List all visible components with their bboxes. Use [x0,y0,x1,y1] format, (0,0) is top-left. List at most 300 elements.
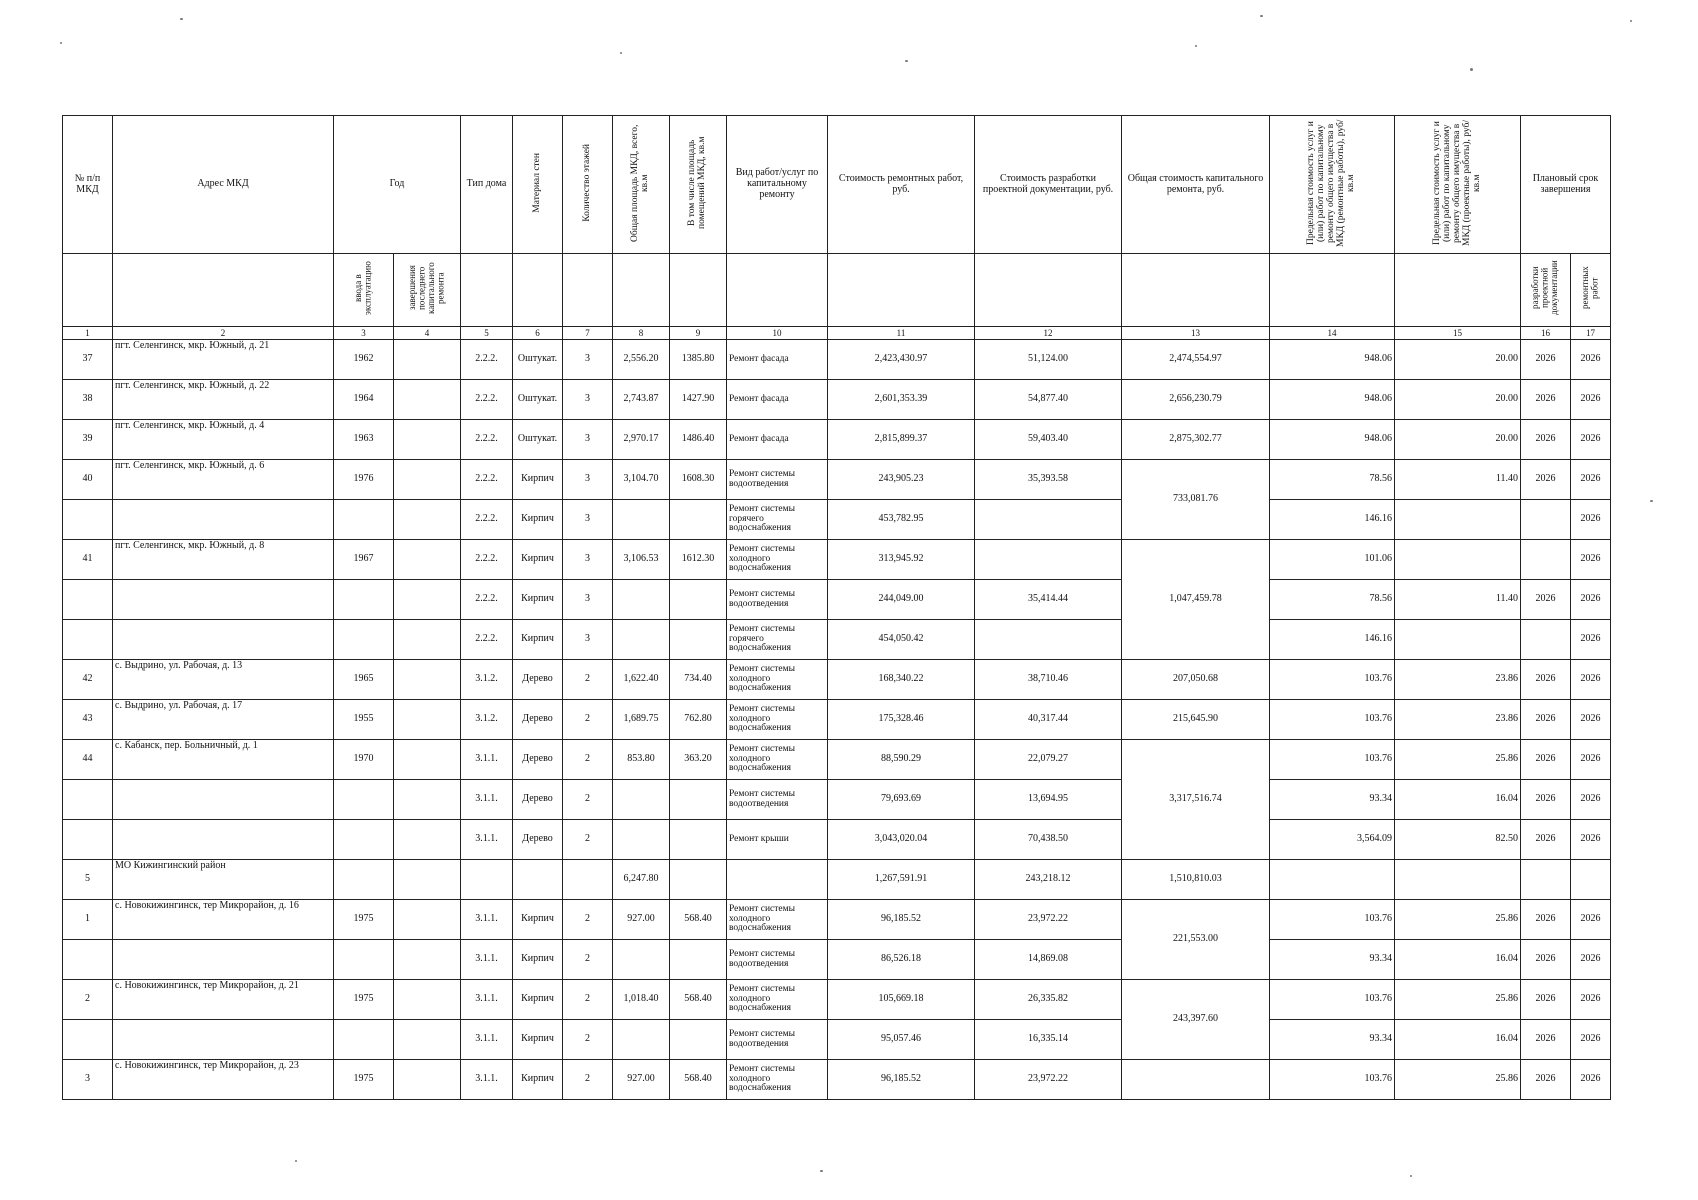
row-limit-repair: 3,564.09 [1270,820,1395,860]
row-limit-repair: 93.34 [1270,780,1395,820]
row-design-cost: 243,218.12 [975,860,1122,900]
row-floors: 3 [563,420,613,460]
row-year-last-repair [394,660,461,700]
row-deadline-design [1521,540,1571,580]
row-total-area: 2,743.87 [613,380,670,420]
row-floors: 2 [563,740,613,780]
row-year-commissioning: 1964 [334,380,394,420]
table-row [63,940,1611,980]
row-work-type: Ремонт фасада [727,420,828,460]
row-work-type: Ремонт системы горячего водоснабжения [727,620,828,660]
row-year-commissioning: 1965 [334,660,394,700]
row-work-type [727,860,828,900]
col-number: 13 [1122,327,1270,340]
row-deadline-repair: 2026 [1571,460,1611,500]
row-deadline-repair: 2026 [1571,900,1611,940]
header-floors [563,116,613,254]
row-wall-material: Дерево [513,660,563,700]
row-limit-design: 25.86 [1395,740,1521,780]
col-number: 2 [113,327,334,340]
row-floors: 3 [563,500,613,540]
row-design-cost: 70,438.50 [975,820,1122,860]
row-deadline-design [1521,860,1571,900]
row-limit-design [1395,540,1521,580]
row-year-last-repair [394,1020,461,1060]
row-limit-repair: 948.06 [1270,420,1395,460]
row-house-type [461,860,513,900]
row-limit-design [1395,500,1521,540]
row-design-cost: 35,414.44 [975,580,1122,620]
row-design-cost: 23,972.22 [975,1060,1122,1100]
header-year: Год [334,116,461,254]
row-total-cost: 733,081.76 [1122,460,1270,540]
row-repair-cost: 243,905.23 [828,460,975,500]
col-number: 15 [1395,327,1521,340]
row-year-commissioning: 1963 [334,420,394,460]
row-year-last-repair [394,820,461,860]
row-limit-repair: 948.06 [1270,380,1395,420]
row-total-area: 3,106.53 [613,540,670,580]
row-house-type: 3.1.2. [461,660,513,700]
row-year-commissioning [334,820,394,860]
row-deadline-design: 2026 [1521,460,1571,500]
subheader-empty [975,254,1122,327]
row-deadline-design: 2026 [1521,980,1571,1020]
row-num: 38 [63,380,113,420]
row-deadline-design: 2026 [1521,660,1571,700]
row-deadline-design: 2026 [1521,700,1571,740]
row-address: пгт. Селенгинск, мкр. Южный, д. 8 [113,540,334,580]
row-wall-material: Кирпич [513,500,563,540]
row-repair-cost: 86,526.18 [828,940,975,980]
row-premises-area: 1612.30 [670,540,727,580]
row-deadline-design: 2026 [1521,820,1571,860]
row-work-type: Ремонт системы водоотведения [727,580,828,620]
row-work-type: Ремонт системы водоотведения [727,940,828,980]
row-year-last-repair [394,540,461,580]
row-year-last-repair [394,980,461,1020]
row-deadline-repair: 2026 [1571,620,1611,660]
header-total-area-text: Общая площадь МКД, всего, кв.м [630,123,650,242]
row-year-commissioning [334,1020,394,1060]
row-work-type: Ремонт системы холодного водоснабжения [727,1060,828,1100]
row-premises-area: 1385.80 [670,340,727,380]
row-house-type: 3.1.1. [461,940,513,980]
row-year-commissioning [334,500,394,540]
row-premises-area: 762.80 [670,700,727,740]
row-house-type: 3.1.1. [461,1060,513,1100]
row-year-commissioning [334,580,394,620]
subheader-year-last-repair-text: завершения последнего капитального ремонта [407,262,446,314]
row-deadline-repair: 2026 [1571,820,1611,860]
row-wall-material: Оштукат. [513,420,563,460]
row-address: с. Выдрино, ул. Рабочая, д. 13 [113,660,334,700]
row-limit-design: 25.86 [1395,900,1521,940]
subheader-empty [513,254,563,327]
row-wall-material: Дерево [513,700,563,740]
row-design-cost: 26,335.82 [975,980,1122,1020]
header-address: Адрес МКД [113,116,334,254]
header-planned-deadline: Плановый срок завершения [1521,116,1611,254]
row-total-cost: 3,317,516.74 [1122,740,1270,860]
row-num [63,620,113,660]
row-limit-design: 23.86 [1395,660,1521,700]
row-total-area: 6,247.80 [613,860,670,900]
row-premises-area [670,820,727,860]
row-year-last-repair [394,460,461,500]
row-limit-repair: 103.76 [1270,980,1395,1020]
col-number: 12 [975,327,1122,340]
row-house-type: 3.1.1. [461,740,513,780]
row-total-cost: 1,510,810.03 [1122,860,1270,900]
header-house-type: Тип дома [461,116,513,254]
row-year-commissioning [334,780,394,820]
row-total-cost: 2,875,302.77 [1122,420,1270,460]
row-design-cost: 13,694.95 [975,780,1122,820]
row-total-area [613,820,670,860]
row-house-type: 3.1.1. [461,900,513,940]
subheader-empty [563,254,613,327]
row-repair-cost: 244,049.00 [828,580,975,620]
row-total-area [613,1020,670,1060]
table-row [63,740,1611,780]
header-design-cost: Стоимость разработки проектной документации, руб. [975,116,1122,254]
row-deadline-design: 2026 [1521,740,1571,780]
row-num [63,500,113,540]
header-total-cost: Общая стоимость капитального ремонта, руб. [1122,116,1270,254]
col-number: 11 [828,327,975,340]
row-wall-material: Оштукат. [513,340,563,380]
row-num: 40 [63,460,113,500]
row-year-commissioning: 1955 [334,700,394,740]
row-wall-material: Кирпич [513,540,563,580]
row-year-commissioning: 1975 [334,980,394,1020]
subheader-deadline-repair [1571,254,1611,327]
row-deadline-repair: 2026 [1571,780,1611,820]
row-deadline-design [1521,620,1571,660]
table-row [63,700,1611,740]
row-floors: 2 [563,820,613,860]
row-year-last-repair [394,740,461,780]
row-design-cost [975,620,1122,660]
table-row [63,1020,1611,1060]
row-wall-material: Кирпич [513,460,563,500]
row-limit-repair: 103.76 [1270,740,1395,780]
row-num: 42 [63,660,113,700]
row-house-type: 2.2.2. [461,420,513,460]
col-number: 10 [727,327,828,340]
row-limit-design: 82.50 [1395,820,1521,860]
row-limit-repair: 146.16 [1270,620,1395,660]
row-floors: 2 [563,1020,613,1060]
row-year-last-repair [394,340,461,380]
subheader-year-commissioning-text: ввода в эксплуатацию [353,261,373,316]
table-row [63,460,1611,500]
row-house-type: 2.2.2. [461,340,513,380]
row-address: с. Новокижингинск, тер Микрорайон, д. 16 [113,900,334,940]
capital-repair-register-table [62,115,1611,1100]
row-wall-material: Дерево [513,740,563,780]
header-limit-design-text: Предельная стоимость услуг и (или) работ по капитальному ремонту общего имущества в МКД (проектные работы), руб/кв.м [1431,119,1482,246]
row-deadline-repair: 2026 [1571,500,1611,540]
row-wall-material: Кирпич [513,1060,563,1100]
col-number: 3 [334,327,394,340]
row-floors: 3 [563,340,613,380]
row-deadline-repair: 2026 [1571,740,1611,780]
row-address: с. Новокижингинск, тер Микрорайон, д. 21 [113,980,334,1020]
row-total-area: 853.80 [613,740,670,780]
header-floors-text: Количество этажей [581,143,592,222]
subheader-empty [613,254,670,327]
table-row [63,620,1611,660]
row-house-type: 2.2.2. [461,500,513,540]
row-deadline-design: 2026 [1521,340,1571,380]
row-deadline-repair: 2026 [1571,340,1611,380]
row-repair-cost: 96,185.52 [828,900,975,940]
subheader-empty [828,254,975,327]
row-house-type: 2.2.2. [461,620,513,660]
row-total-cost: 243,397.60 [1122,980,1270,1060]
row-repair-cost: 2,423,430.97 [828,340,975,380]
row-premises-area [670,860,727,900]
row-repair-cost: 2,815,899.37 [828,420,975,460]
row-wall-material: Кирпич [513,620,563,660]
row-year-last-repair [394,580,461,620]
row-work-type: Ремонт системы горячего водоснабжения [727,500,828,540]
row-deadline-repair: 2026 [1571,700,1611,740]
row-premises-area [670,620,727,660]
row-total-area [613,500,670,540]
row-floors: 3 [563,540,613,580]
row-premises-area: 568.40 [670,900,727,940]
row-floors: 3 [563,380,613,420]
row-num [63,1020,113,1060]
row-floors: 3 [563,580,613,620]
row-total-area: 2,970.17 [613,420,670,460]
row-floors: 2 [563,1060,613,1100]
row-address: МО Кижингинский район [113,860,334,900]
col-number: 6 [513,327,563,340]
col-number: 14 [1270,327,1395,340]
row-repair-cost: 88,590.29 [828,740,975,780]
row-num: 43 [63,700,113,740]
row-deadline-design: 2026 [1521,900,1571,940]
row-repair-cost: 96,185.52 [828,1060,975,1100]
row-limit-repair: 103.76 [1270,700,1395,740]
table-row [63,380,1611,420]
header-repair-cost: Стоимость ремонтных работ, руб. [828,116,975,254]
row-limit-design: 23.86 [1395,700,1521,740]
row-wall-material: Дерево [513,780,563,820]
row-total-cost: 2,474,554.97 [1122,340,1270,380]
row-work-type: Ремонт системы холодного водоснабжения [727,740,828,780]
subheader-empty [63,254,113,327]
row-year-last-repair [394,1060,461,1100]
row-num: 1 [63,900,113,940]
row-work-type: Ремонт фасада [727,340,828,380]
header-wall-material [513,116,563,254]
row-total-area [613,780,670,820]
row-wall-material [513,860,563,900]
row-year-commissioning [334,860,394,900]
row-floors: 2 [563,940,613,980]
row-limit-design: 20.00 [1395,380,1521,420]
row-deadline-repair: 2026 [1571,420,1611,460]
subheader-year-last-repair [394,254,461,327]
row-house-type: 2.2.2. [461,580,513,620]
row-deadline-design: 2026 [1521,580,1571,620]
row-deadline-design: 2026 [1521,940,1571,980]
row-num [63,780,113,820]
table-row [63,1060,1611,1100]
row-year-last-repair [394,900,461,940]
row-repair-cost: 3,043,020.04 [828,820,975,860]
row-premises-area: 1486.40 [670,420,727,460]
row-limit-repair: 93.34 [1270,1020,1395,1060]
table-row [63,500,1611,540]
row-premises-area: 1608.30 [670,460,727,500]
row-wall-material: Кирпич [513,980,563,1020]
row-repair-cost: 1,267,591.91 [828,860,975,900]
row-premises-area: 1427.90 [670,380,727,420]
row-repair-cost: 454,050.42 [828,620,975,660]
col-number: 17 [1571,327,1611,340]
row-num: 3 [63,1060,113,1100]
row-total-cost: 207,050.68 [1122,660,1270,700]
row-deadline-repair: 2026 [1571,660,1611,700]
row-work-type: Ремонт системы водоотведения [727,460,828,500]
table-row [63,420,1611,460]
row-address [113,780,334,820]
row-year-last-repair [394,420,461,460]
row-total-area: 927.00 [613,900,670,940]
row-year-last-repair [394,500,461,540]
row-num: 5 [63,860,113,900]
header-wall-material-text: Материал стен [531,152,542,213]
row-design-cost: 38,710.46 [975,660,1122,700]
row-total-area [613,580,670,620]
row-year-commissioning: 1975 [334,900,394,940]
row-premises-area: 363.20 [670,740,727,780]
row-address [113,1020,334,1060]
col-number: 9 [670,327,727,340]
row-limit-repair: 78.56 [1270,460,1395,500]
row-design-cost: 51,124.00 [975,340,1122,380]
row-limit-design [1395,620,1521,660]
row-address: пгт. Селенгинск, мкр. Южный, д. 6 [113,460,334,500]
row-limit-design: 20.00 [1395,420,1521,460]
row-deadline-design: 2026 [1521,1060,1571,1100]
row-limit-repair: 103.76 [1270,900,1395,940]
row-address [113,620,334,660]
row-house-type: 2.2.2. [461,380,513,420]
row-num: 41 [63,540,113,580]
row-deadline-repair: 2026 [1571,380,1611,420]
row-num: 2 [63,980,113,1020]
subheader-empty [461,254,513,327]
row-deadline-design: 2026 [1521,420,1571,460]
row-address: с. Выдрино, ул. Рабочая, д. 17 [113,700,334,740]
row-premises-area [670,1020,727,1060]
row-design-cost: 22,079.27 [975,740,1122,780]
row-premises-area [670,580,727,620]
row-design-cost: 23,972.22 [975,900,1122,940]
row-year-commissioning: 1970 [334,740,394,780]
row-limit-design: 25.86 [1395,980,1521,1020]
col-number: 5 [461,327,513,340]
row-address: с. Новокижингинск, тер Микрорайон, д. 23 [113,1060,334,1100]
row-total-cost [1122,1060,1270,1100]
col-number: 4 [394,327,461,340]
row-year-last-repair [394,700,461,740]
col-number: 7 [563,327,613,340]
subheader-deadline-design-text: разработки проектной документации [1530,260,1560,316]
header-work-type: Вид работ/услуг по капитальному ремонту [727,116,828,254]
row-house-type: 3.1.1. [461,980,513,1020]
subheader-empty [670,254,727,327]
row-address [113,940,334,980]
row-address [113,580,334,620]
row-design-cost: 54,877.40 [975,380,1122,420]
row-design-cost [975,500,1122,540]
row-total-cost: 221,553.00 [1122,900,1270,980]
row-wall-material: Кирпич [513,900,563,940]
row-floors: 2 [563,780,613,820]
row-work-type: Ремонт крыши [727,820,828,860]
row-year-last-repair [394,620,461,660]
row-year-commissioning [334,940,394,980]
row-design-cost: 59,403.40 [975,420,1122,460]
row-address: пгт. Селенгинск, мкр. Южный, д. 4 [113,420,334,460]
row-work-type: Ремонт фасада [727,380,828,420]
row-work-type: Ремонт системы холодного водоснабжения [727,540,828,580]
row-year-commissioning: 1962 [334,340,394,380]
row-year-last-repair [394,380,461,420]
row-premises-area [670,500,727,540]
row-floors: 3 [563,620,613,660]
table-row [63,340,1611,380]
row-year-last-repair [394,940,461,980]
col-number: 8 [613,327,670,340]
row-deadline-design: 2026 [1521,1020,1571,1060]
row-work-type: Ремонт системы водоотведения [727,780,828,820]
row-year-commissioning: 1967 [334,540,394,580]
row-house-type: 3.1.1. [461,780,513,820]
row-repair-cost: 175,328.46 [828,700,975,740]
row-deadline-design: 2026 [1521,380,1571,420]
row-floors: 2 [563,980,613,1020]
row-total-cost: 1,047,459.78 [1122,540,1270,660]
row-premises-area [670,940,727,980]
row-address: пгт. Селенгинск, мкр. Южный, д. 22 [113,380,334,420]
row-design-cost: 14,869.08 [975,940,1122,980]
row-total-area: 3,104.70 [613,460,670,500]
table-row [63,820,1611,860]
col-number: 16 [1521,327,1571,340]
row-address: пгт. Селенгинск, мкр. Южный, д. 21 [113,340,334,380]
row-num [63,580,113,620]
row-year-last-repair [394,860,461,900]
row-deadline-repair: 2026 [1571,1060,1611,1100]
row-house-type: 3.1.2. [461,700,513,740]
row-floors: 2 [563,700,613,740]
row-limit-design: 16.04 [1395,780,1521,820]
subheader-empty [113,254,334,327]
row-year-last-repair [394,780,461,820]
row-repair-cost: 105,669.18 [828,980,975,1020]
row-limit-design: 16.04 [1395,1020,1521,1060]
row-deadline-repair [1571,860,1611,900]
